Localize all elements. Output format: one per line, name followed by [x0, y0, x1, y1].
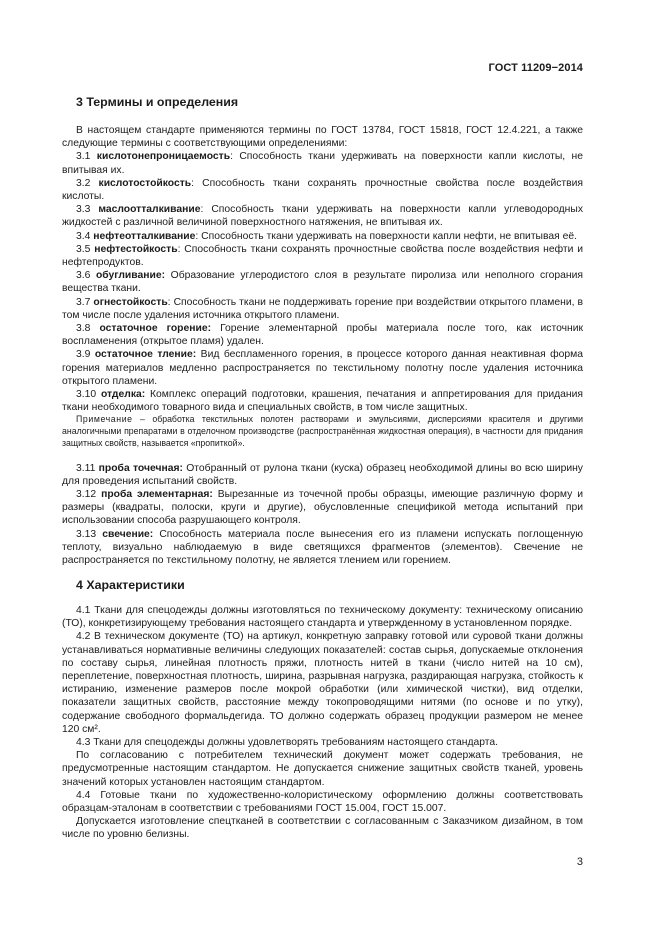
- paragraph-4-2: 4.2 В техническом документе (ТО) на артикул, конкретную заправку готовой или суровой ткани должны устанавливаться нормативные величины следующих показателей: состав сырья, допускаемые отклонения по составу сырья, линейная плотность пряжи, плотность нитей в ткани (число нитей на 10 см), переплетение, поверхностная плотность, ширина, разрывная нагрузка, раздирающая нагрузка, стойкость к истиранию, изменение размеров после мокрой обработки (или химической чистки), вид отделки, показатели защитных свойств, расстояние между токопроводящими нитями (по основе и по утку), содержание свободного формальдегида. ТО должно содержать образец продукции размером не менее 120 см².: [62, 631, 583, 735]
- term-3-10: 3.10 отделка: Комплекс операций подготовки, крашения, печатания и аппретирования для придания ткани необходимого товарного вида и специальных свойств, в том числе защитных.: [62, 389, 584, 414]
- paragraph-4-1: 4.1 Ткани для спецодежды должны изготовляться по техническому документу: техническому описанию (ТО), конкретизирующему требования настоящего стандарта и утвержденному в установленном порядке.: [62, 605, 583, 630]
- document-id: ГОСТ 11209−2014: [488, 62, 583, 74]
- paragraph-4-3-agreement: По согласованию с потребителем технический документ может содержать требования, не предусмотренные настоящим стандартом. Не допускается снижение защитных свойств тканей, уровень значений которых установлен настоящим стандартом.: [62, 750, 583, 788]
- term-3-13: 3.13 свечение: Способность материала после вынесения его из пламени испускать поглощенную теплоту, визуально наблюдаемую в виде светящихся фрагментов (элементов). Свечение не распространяется по текстильному полотну, не является тлением или горением.: [62, 528, 584, 566]
- paragraph-4-3: 4.3 Ткани для спецодежды должны удовлетворять требованиям настоящего стандарта.: [76, 737, 499, 749]
- paragraph-4-4-design: Допускается изготовление спецтканей в соответствии с согласованным с Заказчиком дизайном, в том числе по уровню белизны.: [62, 816, 583, 841]
- section-4-body: [62, 604, 583, 842]
- term-3-1: 3.1 кислотонепроницаемость: Способность ткани удерживать на поверхности капли кислоты, не впитывая их.: [62, 151, 583, 176]
- term-3-6: 3.6 обугливание: Образование углеродистого слоя в результате пиролиза или неполного сгорания вещества ткани.: [62, 270, 584, 295]
- section-3-intro: В настоящем стандарте применяются термины по ГОСТ 13784, ГОСТ 15818, ГОСТ 12.4.221, а также следующие термины с соответствующими определениями:: [62, 125, 583, 150]
- term-3-4: 3.4 нефтеотталкивание: Способность ткани удерживать на поверхности капли нефти, не впитывая её.: [76, 230, 577, 242]
- term-3-8: 3.8 остаточное горение: Горение элементарной пробы материала после того, как источник воспламенения (открытое пламя) удален.: [62, 323, 584, 348]
- note: [62, 414, 583, 449]
- paragraph-4-4: 4.4 Готовые ткани по художественно-колористическому оформлению должны соответствовать образцам-эталонам в соответствии с требованиями ГОСТ 15.004, ГОСТ 15.007.: [62, 789, 583, 815]
- term-3-9: 3.9 остаточное тление: Вид беспламенного горения, в процессе которого данная неактивная форма горения материалов медленно распространяется по текстильному полотну после удаления источника открытого пламени.: [62, 349, 584, 387]
- term-3-3: 3.3 маслоотталкивание: Способность ткани удерживать на поверхности капли углеводородных жидкостей с различной величиной поверхностного натяжения, не впитывая их.: [62, 204, 584, 229]
- note-text: – обработка текстильных полотен растворами и эмульсиями, дисперсиями красителя и другими аналогичными препаратами в отделочном производстве (распространённая жидкостная операция), в частности для придания защитных свойств, называется «пропиткой».: [62, 414, 583, 448]
- note-label: Примечание: [76, 414, 133, 425]
- term-3-12: 3.12 проба элементарная: Вырезанные из точечной пробы образцы, имеющие различную форму и размеры (квадраты, полоски, круги и другие), обусловленные спецификой метода испытаний при использовании способа разрушающего контроля.: [62, 488, 583, 527]
- term-3-11: 3.11 проба точечная: Отобранный от рулона ткани (куска) образец необходимой длины во всю ширину для проведения испытаний свойств.: [62, 462, 583, 487]
- term-3-5: 3.5 нефтестойкость: Способность ткани сохранять прочностные свойства после воздействия нефти и нефтепродуктов.: [62, 243, 584, 269]
- section-4-title: 4 Характеристики: [76, 578, 185, 592]
- section-3-title: 3 Термины и определения: [76, 95, 239, 109]
- page-number: 3: [576, 856, 583, 868]
- term-3-7: 3.7 огнестойкость: Способность ткани не поддерживать горение при воздействии открытого пламени, в том числе после удаления источника открытого пламени.: [62, 296, 583, 321]
- section-3-body: [62, 124, 583, 567]
- term-3-2: 3.2 кислотостойкость: Способность ткани сохранять прочностные свойства после воздействия кислоты.: [62, 177, 584, 203]
